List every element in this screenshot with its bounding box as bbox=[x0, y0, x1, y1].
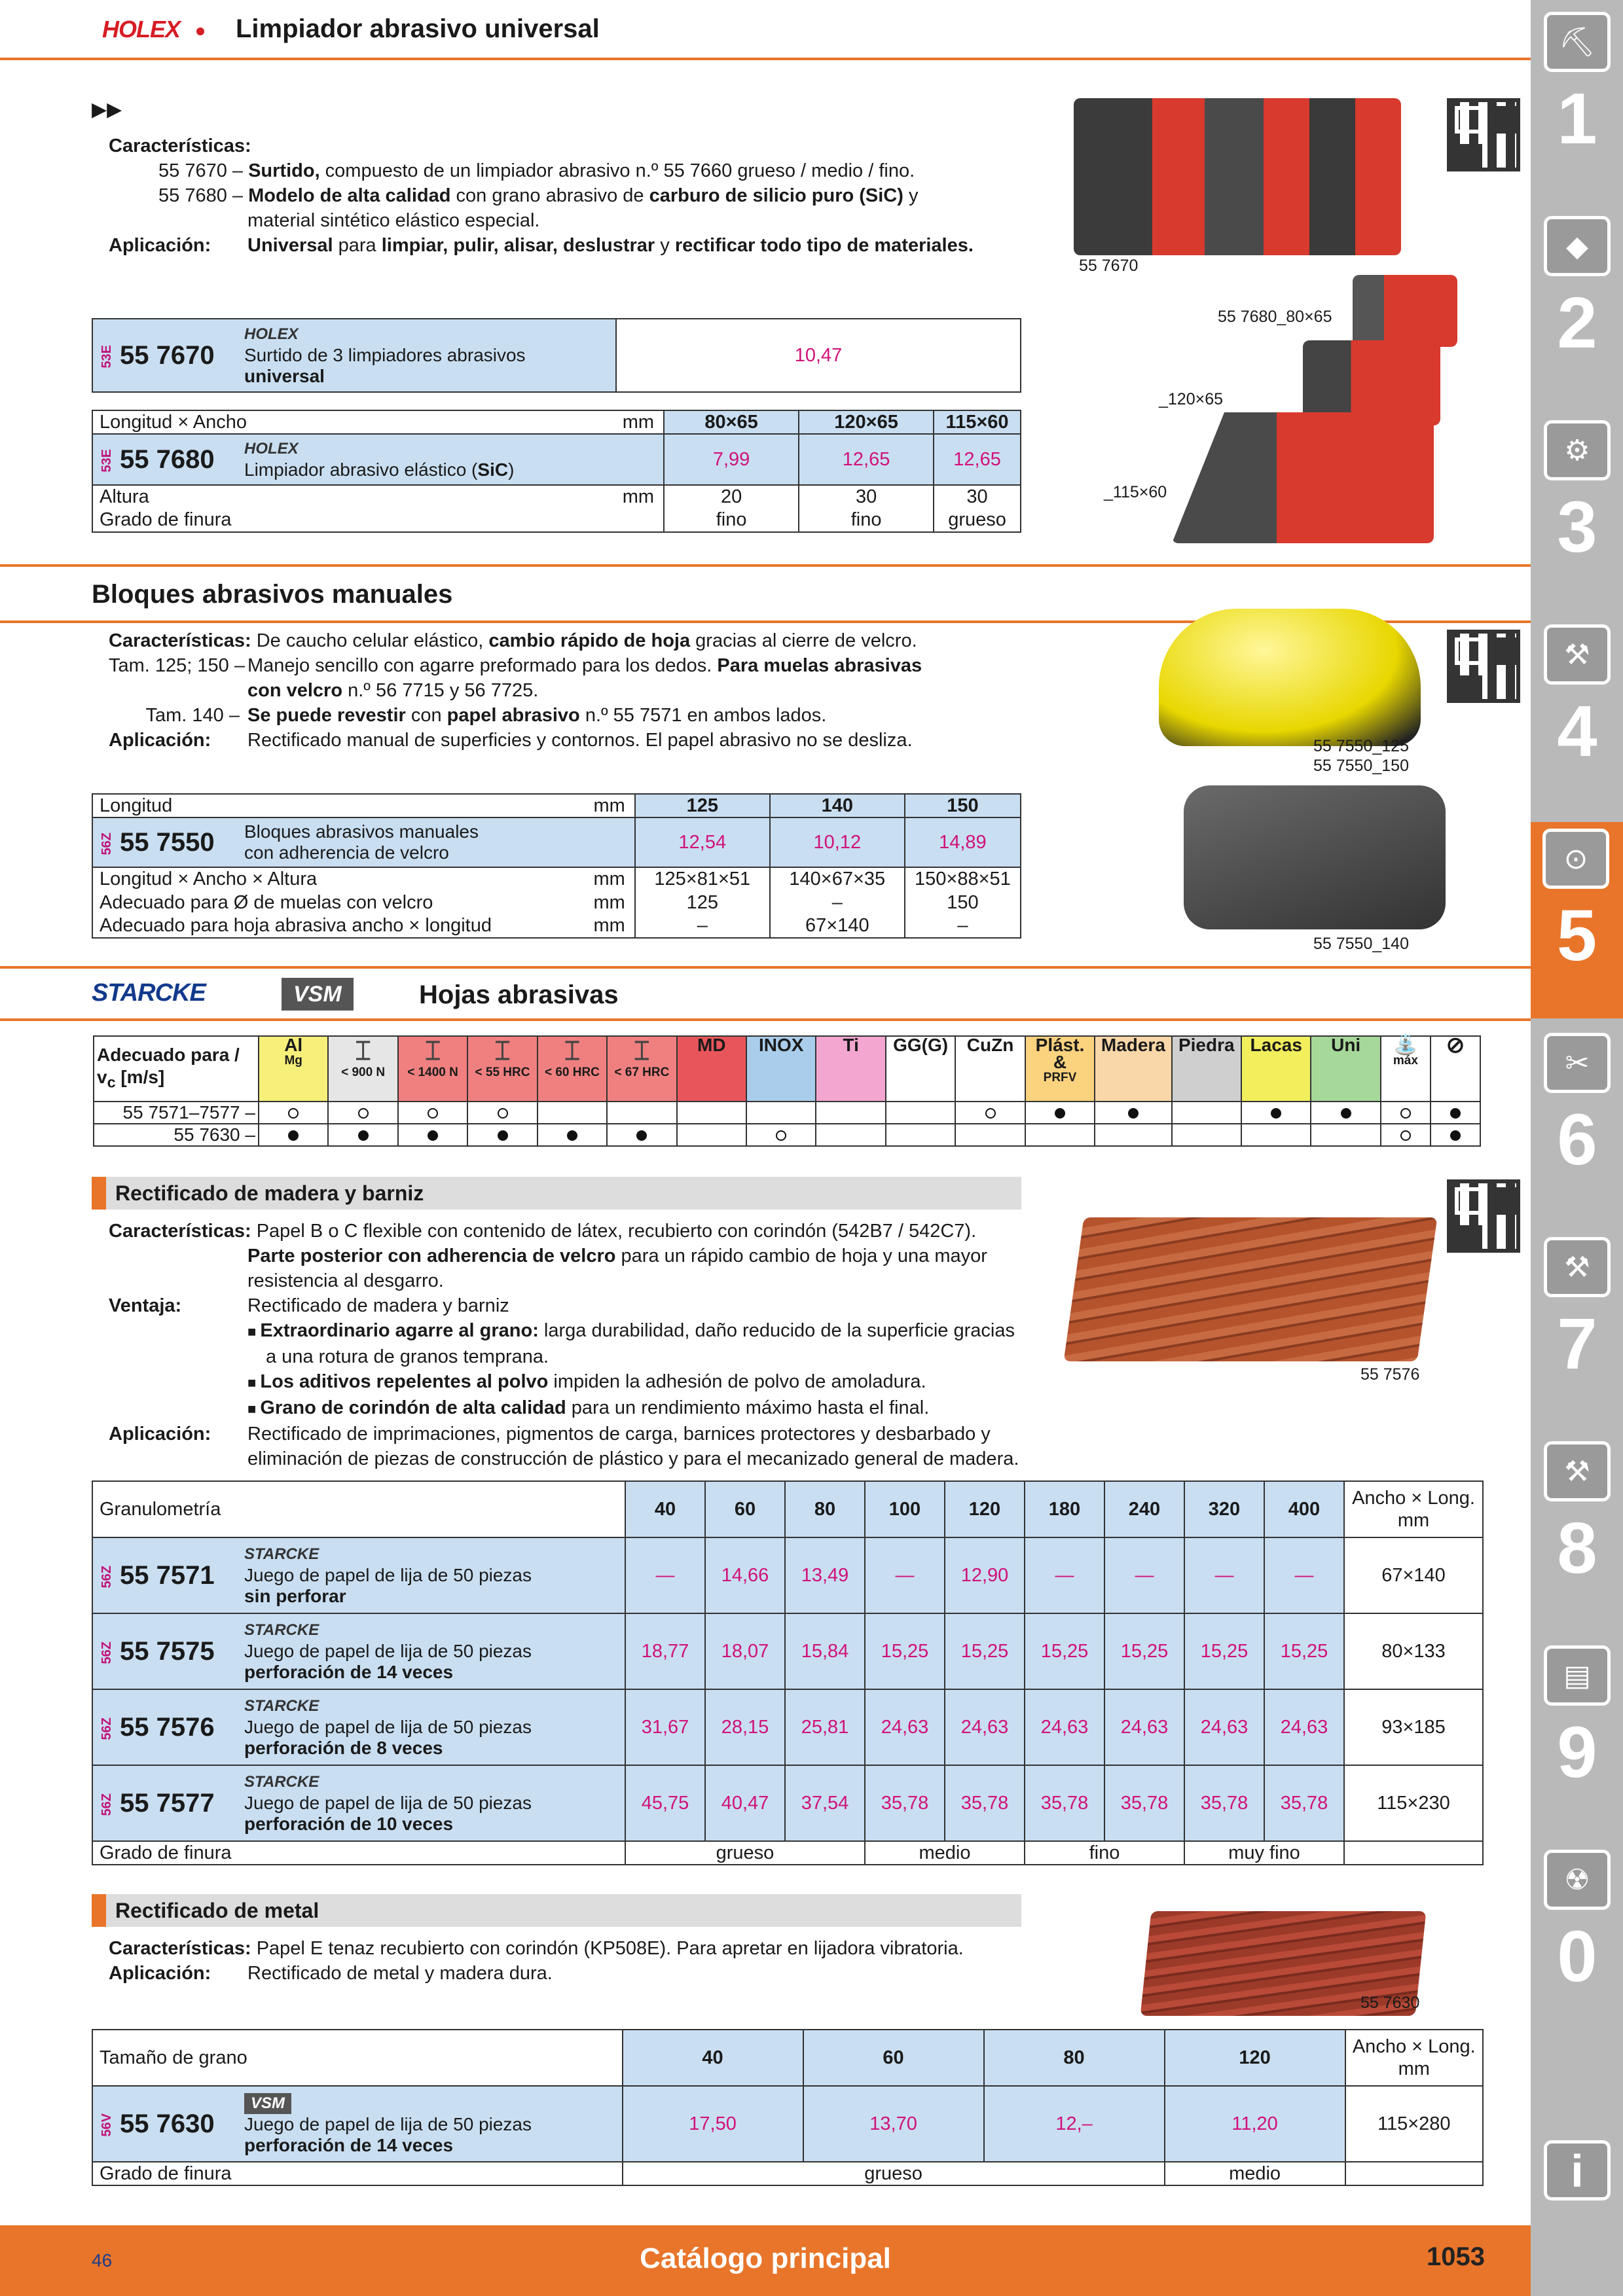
starcke-logo: STARCKE bbox=[244, 1545, 319, 1563]
price: — bbox=[1184, 1537, 1264, 1613]
table-sanding-sheets-metal: Tamaño de grano 40 60 80 120 Ancho × Long. mm 56V 55 7630 VSM Juego de papel de lija de 50 piezas perforación de 14 veces 17,50 13,70 12,– 11,20 115×280 Grado de finura grueso medio bbox=[92, 2029, 1484, 2186]
chapter-tab-4[interactable]: ⚒ 4 bbox=[1539, 618, 1616, 814]
suitable-full-icon bbox=[1271, 1108, 1281, 1119]
material-col-1: ⌶ < 900 N bbox=[328, 1036, 397, 1102]
material-col-11: Plást. & PRFV bbox=[1025, 1036, 1095, 1102]
cabinet-icon: ▤ bbox=[1544, 1645, 1611, 1706]
price: 13,49 bbox=[785, 1537, 865, 1613]
price: 12,– bbox=[984, 2086, 1165, 2162]
price: 45,75 bbox=[625, 1765, 705, 1841]
steel-beam-icon: ⌶ bbox=[355, 1037, 371, 1066]
suitable-partial-icon bbox=[498, 1108, 508, 1119]
price: 31,67 bbox=[625, 1689, 705, 1765]
vsm-logo: VSM bbox=[244, 2093, 291, 2114]
material-col-4: ⌶ < 60 HRC bbox=[538, 1036, 607, 1102]
page-number-right: 1053 bbox=[1427, 2242, 1485, 2271]
starcke-logo: STARCKE bbox=[92, 979, 206, 1007]
suitable-full-icon bbox=[1055, 1108, 1065, 1119]
material-col-6: MD bbox=[677, 1036, 746, 1102]
material-col-14: Lacas bbox=[1241, 1036, 1311, 1102]
price: 37,54 bbox=[785, 1765, 865, 1841]
material-col-16: ⛲ máx bbox=[1381, 1036, 1431, 1102]
table-55-7680: Longitud × Ancho mm 80×65 120×65 115×60 53E 55 7680 HOLEX Limpiador abrasivo elástico (SiC) 7,99 12,65 12,65 Altura mm 20 30 30 Grado de finura fino fino grueso bbox=[92, 410, 1021, 533]
price: 12,90 bbox=[945, 1537, 1025, 1613]
grinding-disc-icon: ⊙ bbox=[1542, 829, 1609, 889]
material-col-7: INOX bbox=[746, 1036, 816, 1102]
material-col-17 bbox=[1431, 1033, 1480, 1102]
chapter-tab-0[interactable]: ☢ 0 bbox=[1539, 1843, 1616, 2039]
chapter-tab-2[interactable]: ◆ 2 bbox=[1539, 209, 1616, 406]
product-code: 56Z 55 7577 bbox=[92, 1765, 238, 1841]
price: — bbox=[865, 1537, 945, 1613]
insert-icon: ◆ bbox=[1544, 216, 1611, 276]
price: 40,47 bbox=[705, 1765, 785, 1841]
product-row: 56Z 55 7575 STARCKE Juego de papel de lija de 50 piezas perforación de 14 veces 18,77 18,07 15,84 15,25 15,25 15,25 15,25 15,25 15,25 80×133 bbox=[92, 1613, 1483, 1689]
material-col-0: Al Mg bbox=[259, 1036, 328, 1102]
price: 35,78 bbox=[1104, 1765, 1184, 1841]
price: 24,63 bbox=[1104, 1689, 1184, 1765]
price: 24,63 bbox=[1184, 1689, 1264, 1765]
steel-beam-icon: ⌶ bbox=[564, 1037, 580, 1066]
price: — bbox=[1025, 1537, 1104, 1613]
suitable-full-icon bbox=[1450, 1108, 1461, 1119]
features-block-wood: Características: Papel B o C flexible con contenido de látex, recubierto con corindón (542B7 / 542C7). Parte posterior con adherencia de velcro para un rápido cambio de hoja y una mayor resistencia al desgarro. Ventaja: Rectificado de madera y barniz ■ Extraordinario agarre al grano: larga durabilidad, daño reducido de la superficie gracias a una rotura de granos temprana. ■ Los aditivos repelentes al polvo impiden la adhesión de polvo de amoladura. ■ Grano de corindón de alta calidad para un rendimiento máximo hasta el final. Aplicación: Rectificado de imprimaciones, pigmentos de carga, barnices protectores y desbarbado y eliminación de piezas de construcción de plástico y para el mecanizado general de madera. bbox=[109, 1221, 1019, 1469]
steel-beam-icon: ⌶ bbox=[634, 1037, 650, 1066]
price: 15,25 bbox=[1184, 1613, 1264, 1689]
safety-icon: ☢ bbox=[1544, 1850, 1611, 1910]
workshop-icon: ⚒ bbox=[1544, 1441, 1611, 1501]
features-block-2: Características: De caucho celular elástico, cambio rápido de hoja gracias al cierre de velcro. Tam. 125; 150 – Manejo sencillo con agarre preformado para los dedos. Para muelas abrasivas con velcro n.º 56 7715 y 56 7725. Tam. 140 – Se puede revestir con papel abrasivo n.º 55 7571 en ambos lados. Aplicación: Rectificado manual de superficies y contornos. El papel abrasivo no se desliza. bbox=[109, 630, 922, 751]
product-code: 53E 55 7670 bbox=[92, 319, 238, 392]
suitable-full-icon bbox=[567, 1130, 577, 1141]
chapter-tab-9[interactable]: ▤ 9 bbox=[1539, 1639, 1616, 1835]
product-code: 56Z 55 7550 bbox=[92, 817, 238, 867]
features-block-1: Características: 55 7670 – Surtido, compuesto de un limpiador abrasivo n.º 55 7660 grueso / medio / fino. 55 7680 – Modelo de alta calidad con grano abrasivo de carburo de silicio puro (SiC) y material sintético elástico especial. Aplicación: Universal para limpiar, pulir, alisar, deslustrar y rectificar todo tipo de materiales. bbox=[109, 135, 974, 256]
suitable-full-icon bbox=[636, 1130, 647, 1141]
info-icon: i bbox=[1544, 2140, 1611, 2200]
chapter-tab-6[interactable]: ✂ 6 bbox=[1539, 1026, 1616, 1223]
section-header-limpiador bbox=[0, 0, 1531, 60]
price: — bbox=[1264, 1537, 1344, 1613]
price: 15,25 bbox=[1264, 1613, 1344, 1689]
suitable-full-icon bbox=[288, 1130, 299, 1141]
holex-logo-dot bbox=[196, 27, 204, 35]
material-col-8: Ti bbox=[816, 1036, 885, 1102]
price: 24,63 bbox=[945, 1689, 1025, 1765]
subsection-wood: Rectificado de madera y barniz bbox=[92, 1177, 1021, 1210]
product-row: 56Z 55 7576 STARCKE Juego de papel de lija de 50 piezas perforación de 8 veces 31,67 28,15 25,81 24,63 24,63 24,63 24,63 24,63 24,63 93×185 bbox=[92, 1689, 1483, 1765]
section-header-hojas bbox=[0, 966, 1531, 1021]
price: 15,25 bbox=[1104, 1613, 1184, 1689]
suitable-full-icon bbox=[1128, 1108, 1139, 1119]
suitable-partial-icon bbox=[985, 1108, 996, 1119]
chapter-tab-5[interactable]: ⊙ 5 bbox=[1531, 822, 1623, 1018]
qr-code bbox=[1447, 98, 1520, 171]
starcke-logo: STARCKE bbox=[244, 1773, 319, 1791]
product-code: 56Z 55 7571 bbox=[92, 1537, 238, 1613]
cleaner-assortment-photo bbox=[1074, 98, 1401, 255]
price: 24,63 bbox=[1264, 1689, 1344, 1765]
suitable-partial-icon bbox=[1400, 1130, 1411, 1141]
price: 18,77 bbox=[625, 1613, 705, 1689]
material-col-10: CuZn bbox=[955, 1036, 1025, 1102]
suitable-partial-icon bbox=[428, 1108, 438, 1119]
material-col-3: ⌶ < 55 HRC bbox=[467, 1036, 537, 1102]
product-code: 56Z 55 7576 bbox=[92, 1689, 238, 1765]
material-col-12: Madera bbox=[1095, 1036, 1171, 1102]
price: — bbox=[625, 1537, 705, 1613]
catalog-page: HOLEX Limpiador abrasivo universal ▶▶ Características: 55 7670 – Surtido, compuesto de un limpiador abrasivo n.º 55 7660 grueso / medio / fino. 55 7680 – Modelo de alta calidad con grano abrasivo de carburo de silicio puro (SiC) y material sintético elástico especial. Aplicación: Universal para limpiar, pulir, alisar, deslustrar y rectificar todo tipo de materiales. 53E 55 7670 HOLEX Surtido de 3 limpiadores abrasivos universal 10,47 Longitud × Ancho mm 80×65 120×65 115×60 53E 55 7680 HOLEX Limpiador abrasivo elástico (SiC) 7,99 12,65 12,65 Altura mm 20 30 30 Grado de finura fino fino grueso 55 7670 55 7680_80×65 _120×65 _115×60 Bloques abrasivos manuales Características: De caucho celular elástico, cambio rápido de hoja gracias al cierre de velcro. Tam. 125; 150 – Manejo sencillo con agarre preformado para los dedos. Para muelas abrasivas con velcro n.º 56 7715 y 56 7725. Tam. 140 – Se puede revestir con papel abrasivo n.º 55 7571 en ambos lados. Aplicación: Rectificado manual de superficies y contornos. El papel abrasivo no se desliza. Longitud mm 125 140 150 56Z 55 7550 Bloques abrasivos manuales con adherencia de velcro 12,54 10,12 14,89 Longitud × Ancho × Altura mm 125×81×51 140×67×35 150×88×51 Adecuado para Ø de muelas con velcro mm 125 – 150 Adecuado para hoja abrasiva ancho × longitud mm – 67×140 – 55 7550_125 55 7550_150 55 7550_140 STARCKE VSM Hojas abrasivas Adecuado para / $v_c$ [m/s] Al Mg ⌶ < 900 N ⌶ < 1400 N ⌶ < 55 HRC ⌶ < 60 HRC ⌶ < 67 HRC MD INOX Ti GG(G) CuZn Plást. & PRFV Madera Piedra Lacas Uni ⛲ máx ⊘ 55 7571–7577 – 55 7630 – Rectificado de madera y barniz Características: Papel B o C flexible con contenido de látex, recubierto con corindón (542B7 / 542C7). Parte posterior con adherencia de velcro para un rápido cambio de hoja y una mayor resistencia al desgarro. Ventaja: Rectificado de madera y barniz ■ Extraordinario agarre al grano: larga durabilidad, daño reducido de la superficie gracias a una rotura de granos temprana. ■ Los aditivos repelentes al polvo impiden la adhesión de polvo de amoladura. ■ Grano de corindón de alta calidad para un rendimiento máximo hasta el final. Aplicación: Rectificado de imprimaciones, pigmentos de carga, barnices protectores y desbarbado y eliminación de piezas de construcción de plástico y para el mecanizado general de madera. 55 7576 Granulometría 40 60 80 100 120 180 240 320 400 Ancho × Long. mm 56Z 55 7571 STARCKE Juego de papel de lija de 50 piezas sin perforar — 14,66 13,49 — 12,90 — — — — 67×140 56Z 55 7575 STARCKE Juego de papel de lija de 50 piezas perforación de 14 veces 18,77 18,07 15,84 15,25 15,25 15,25 15,25 15,25 15,25 80×133 56Z 55 7576 STARCKE Juego de papel de lija de 50 piezas perforación de 8 veces 31,67 28,15 25,81 24,63 24,63 24,63 24,63 24,63 24,63 93×185 56Z 55 7577 STARCKE Juego de papel de lija de 50 piezas perforación de 10 veces 45,75 40,47 37,54 35,78 35,78 35,78 35,78 35,78 35,78 115×230 Grado de finura grueso medio fino muy fino Rectificado de metal Características: Papel E tenaz recubierto con corindón (KP508E). Para apretar en lijadora vibratoria. Aplicación: Rectificado de metal y madera dura. 55 7630 Tamaño de grano 40 60 80 120 Ancho × Long. mm 56V 55 7630 VSM Juego de papel de lija de 50 piezas perforación de 14 veces 17,50 13,70 12,– 11,20 115×280 Grado de finura grueso medio 46 Catálogo principal 1053 bbox=[0, 0, 1531, 2296]
cleaner-80x65-photo bbox=[1353, 275, 1457, 347]
suitable-full-icon bbox=[1341, 1108, 1351, 1119]
product-code: 56V 55 7630 bbox=[92, 2086, 238, 2162]
coolant-tap-icon: ⛲ bbox=[1393, 1034, 1418, 1056]
price: 28,15 bbox=[705, 1689, 785, 1765]
price: 24,63 bbox=[865, 1689, 945, 1765]
product-row: 56Z 55 7571 STARCKE Juego de papel de lija de 50 piezas sin perforar — 14,66 13,49 — 12,90 — — — — 67×140 bbox=[92, 1537, 1483, 1613]
material-col-13: Piedra bbox=[1172, 1036, 1241, 1102]
hand-block-grey-photo bbox=[1184, 785, 1446, 929]
table-55-7670: 53E 55 7670 HOLEX Surtido de 3 limpiadores abrasivos universal 10,47 bbox=[92, 318, 1021, 393]
pliers-icon: ⚒ bbox=[1544, 1237, 1611, 1297]
section-title: Bloques abrasivos manuales bbox=[92, 580, 453, 609]
price: 15,25 bbox=[945, 1613, 1025, 1689]
footer-title: Catálogo principal bbox=[640, 2242, 891, 2274]
suitable-partial-icon bbox=[288, 1108, 299, 1119]
no-coolant-icon: ⊘ bbox=[1446, 1033, 1465, 1058]
tools-icon: ✂ bbox=[1544, 1033, 1611, 1093]
drill-icon: ⛏ bbox=[1544, 12, 1611, 72]
cleaner-115x60-photo bbox=[1172, 412, 1434, 543]
arrows-icon: ▶▶ bbox=[92, 99, 122, 120]
hand-block-yellow-photo bbox=[1159, 609, 1421, 746]
suitable-full-icon bbox=[428, 1130, 438, 1141]
material-compatibility-table: Adecuado para / $v_c$ [m/s] Al Mg ⌶ < 900 N ⌶ < 1400 N ⌶ < 55 HRC ⌶ < 60 HRC ⌶ < 67 HRC MD INOX Ti GG(G) CuZn Plást. & PRFV Madera Piedra Lacas Uni ⛲ máx ⊘ 55 7571–7577 – 55 7630 – bbox=[93, 1035, 1481, 1147]
table-sanding-sheets-wood: Granulometría 40 60 80 100 120 180 240 320 400 Ancho × Long. mm 56Z 55 7571 STARCKE Juego de papel de lija de 50 piezas sin perforar — 14,66 13,49 — 12,90 — — — — 67×140 56Z 55 7575 STARCKE Juego de papel de lija de 50 piezas perforación de 14 veces 18,77 18,07 15,84 15,25 15,25 15,25 15,25 15,25 15,25 80×133 56Z 55 7576 STARCKE Juego de papel de lija de 50 piezas perforación de 8 veces 31,67 28,15 25,81 24,63 24,63 24,63 24,63 24,63 24,63 93×185 56Z 55 7577 STARCKE Juego de papel de lija de 50 piezas perforación de 10 veces 45,75 40,47 37,54 35,78 35,78 35,78 35,78 35,78 35,78 115×230 Grado de finura grueso medio fino muy fino bbox=[92, 1480, 1484, 1865]
price: 15,84 bbox=[785, 1613, 865, 1689]
material-col-15: Uni bbox=[1311, 1036, 1380, 1102]
suitable-full-icon bbox=[1450, 1130, 1461, 1141]
price: 35,78 bbox=[1264, 1765, 1344, 1841]
vsm-logo: VSM bbox=[282, 978, 354, 1011]
page-footer bbox=[0, 2225, 1531, 2296]
material-col-5: ⌶ < 67 HRC bbox=[607, 1036, 676, 1102]
price: 15,25 bbox=[865, 1613, 945, 1689]
features-block-metal: Características: Papel E tenaz recubierto con corindón (KP508E). Para apretar en lijadora vibratoria. Aplicación: Rectificado de metal y madera dura. bbox=[109, 1938, 964, 1984]
suitable-full-icon bbox=[358, 1130, 369, 1141]
starcke-logo: STARCKE bbox=[244, 1621, 319, 1639]
subsection-metal: Rectificado de metal bbox=[92, 1894, 1021, 1927]
starcke-logo: STARCKE bbox=[244, 1697, 319, 1715]
caliper-icon: ⚒ bbox=[1544, 624, 1611, 685]
price: 14,66 bbox=[705, 1537, 785, 1613]
section-title: Limpiador abrasivo universal bbox=[236, 14, 600, 43]
material-col-2: ⌶ < 1400 N bbox=[398, 1036, 467, 1102]
product-row: 56V 55 7630 VSM Juego de papel de lija de 50 piezas perforación de 14 veces 17,50 13,70 12,– 11,20 115×280 bbox=[92, 2086, 1483, 2162]
chapter-tab-3[interactable]: ⚙ 3 bbox=[1539, 414, 1616, 610]
holex-logo: HOLEX bbox=[102, 16, 181, 43]
product-code: 56Z 55 7575 bbox=[92, 1613, 238, 1689]
price: 35,78 bbox=[1025, 1765, 1104, 1841]
sandpaper-wood-photo bbox=[1064, 1217, 1438, 1361]
price: 11,20 bbox=[1165, 2086, 1345, 2162]
product-row: 56Z 55 7577 STARCKE Juego de papel de lija de 50 piezas perforación de 10 veces 45,75 40,47 37,54 35,78 35,78 35,78 35,78 35,78 35,78 115×230 bbox=[92, 1765, 1483, 1841]
price: 17,50 bbox=[623, 2086, 803, 2162]
material-col-9: GG(G) bbox=[886, 1036, 955, 1102]
price: 13,70 bbox=[803, 2086, 984, 2162]
price: 25,81 bbox=[785, 1689, 865, 1765]
page-number-left: 46 bbox=[92, 2250, 113, 2270]
chapter-tab-8[interactable]: ⚒ 8 bbox=[1539, 1435, 1616, 1631]
price: 35,78 bbox=[865, 1765, 945, 1841]
chapter-tab-i[interactable] bbox=[1539, 2134, 1616, 2206]
chapter-tab-7[interactable]: ⚒ 7 bbox=[1539, 1230, 1616, 1427]
steel-beam-icon: ⌶ bbox=[425, 1037, 441, 1066]
price: — bbox=[1104, 1537, 1184, 1613]
table-55-7550: Longitud mm 125 140 150 56Z 55 7550 Bloques abrasivos manuales con adherencia de velcro 12,54 10,12 14,89 Longitud × Ancho × Altura mm 125×81×51 140×67×35 150×88×51 Adecuado para Ø de muelas con velcro mm 125 – 150 Adecuado para hoja abrasiva ancho × longitud mm – 67×140 – bbox=[92, 793, 1021, 939]
suitable-partial-icon bbox=[776, 1130, 786, 1141]
price: 10,47 bbox=[616, 319, 1021, 392]
qr-code bbox=[1447, 1179, 1520, 1253]
price: 35,78 bbox=[945, 1765, 1025, 1841]
suitable-partial-icon bbox=[1400, 1108, 1411, 1119]
chapter-tab-1[interactable]: ⛏ 1 bbox=[1539, 5, 1616, 202]
suitable-partial-icon bbox=[358, 1108, 369, 1119]
qr-code bbox=[1447, 630, 1520, 703]
price: 15,25 bbox=[1025, 1613, 1104, 1689]
chuck-icon: ⚙ bbox=[1544, 420, 1611, 480]
price: 18,07 bbox=[705, 1613, 785, 1689]
suitable-full-icon bbox=[498, 1130, 508, 1141]
steel-beam-icon: ⌶ bbox=[494, 1037, 511, 1066]
price: 35,78 bbox=[1184, 1765, 1264, 1841]
price: 24,63 bbox=[1025, 1689, 1104, 1765]
section-title: Hojas abrasivas bbox=[419, 980, 619, 1009]
product-code: 53E 55 7680 bbox=[92, 434, 238, 485]
